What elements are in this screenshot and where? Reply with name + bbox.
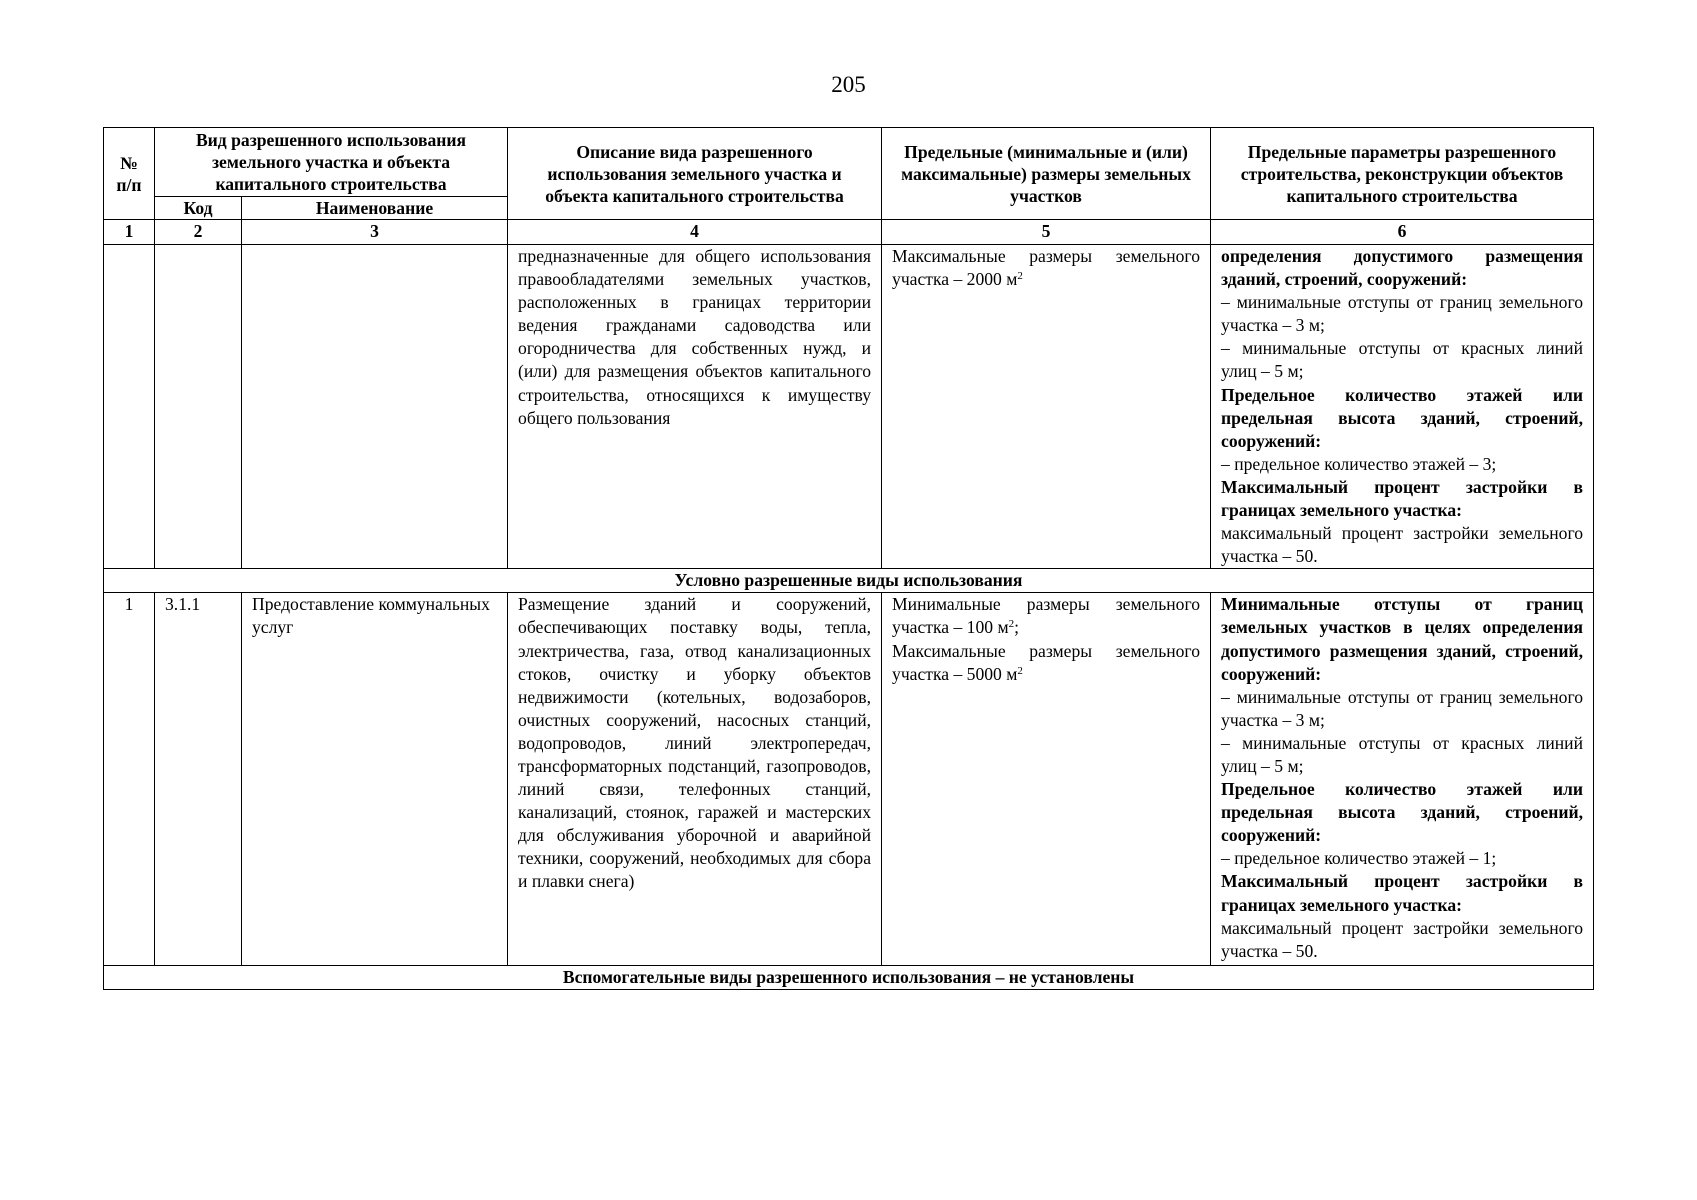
sizes-min-tail: ; (1014, 617, 1019, 638)
column-number: 3 (242, 220, 508, 245)
column-number-row (104, 220, 1594, 245)
sizes-max-sup: 2 (1017, 270, 1023, 283)
sizes-max-sup: 2 (1017, 664, 1023, 677)
params-heading: Минимальные отступы от границ земельных участков в целях определения допустимого размещения зданий, строений, сооружений: (1221, 594, 1584, 684)
header-sizes: Предельные (минимальные и (или) максимальные) размеры земельных участков (882, 128, 1211, 220)
column-number: 4 (508, 220, 882, 245)
cell-params (1211, 245, 1594, 569)
params-heading: Предельное количество этажей или предельная высота зданий, строений, сооружений: (1221, 779, 1584, 846)
land-use-table (103, 127, 1594, 990)
column-number: 1 (104, 220, 155, 245)
sizes-min-text: Минимальные размеры земельного участка – 100 м (892, 594, 1201, 638)
header-description: Описание вида разрешенного использования земельного участка и объекта капитального строительства (508, 128, 882, 220)
header-kod: Код (155, 197, 242, 220)
params-item: – минимальные отступы от границ земельного участка – 3 м; (1221, 686, 1584, 730)
sizes-max-text: Максимальные размеры земельного участка – 2000 м (892, 246, 1201, 290)
sizes-min-sup: 2 (1008, 618, 1015, 631)
params-heading: определения допустимого размещения зданий, строений, сооружений: (1221, 246, 1584, 290)
cell-name (242, 245, 508, 569)
column-number: 2 (155, 220, 242, 245)
params-heading: Максимальный процент застройки в границах земельного участка: (1221, 871, 1584, 915)
params-item: – минимальные отступы от красных линий улиц – 5 м; (1221, 338, 1584, 382)
section-row-conditional (104, 569, 1594, 593)
sizes-max-text: Максимальные размеры земельного участка – 5000 м (892, 640, 1201, 684)
cell-sizes (882, 245, 1211, 569)
cell-no: 1 (104, 593, 155, 966)
params-heading: Максимальный процент застройки в границах земельного участка: (1221, 476, 1584, 521)
header-vid-group: Вид разрешенного использования земельного участка и объекта капитального строительства (155, 128, 508, 197)
table-row-continued (104, 245, 1594, 569)
section-title-conditional: Условно разрешенные виды использования (104, 569, 1594, 593)
cell-name: Предоставление коммунальных услуг (242, 593, 508, 966)
cell-params (1211, 593, 1594, 966)
cell-no (104, 245, 155, 569)
cell-description: предназначенные для общего использования правообладателями земельных участков, расположенных в границах территории ведения гражданами садоводства или огородничества для собственных нужд, и (или) для размещения объектов капитального строительства, относящихся к имуществу общего пользования (508, 245, 882, 569)
cell-sizes (882, 593, 1211, 966)
cell-description: Размещение зданий и сооружений, обеспечивающих поставку воды, тепла, электричества, газа, отвод канализационных стоков, очистку и уборку объектов недвижимости (котельных, водозаборов, очистных сооружений, насосных станций, водопроводов, линий электропередач, трансформаторных подстанций, газопроводов, линий связи, телефонных станций, канализаций, стоянок, гаражей и мастерских для обслуживания уборочной и аварийной техники, сооружений, необходимых для сбора и плавки снега) (508, 593, 882, 966)
params-item: – предельное количество этажей – 1; (1221, 848, 1497, 869)
column-number: 6 (1211, 220, 1594, 245)
header-no: № п/п (104, 128, 155, 220)
header-params: Предельные параметры разрешенного строительства, реконструкции объектов капитального строительства (1211, 128, 1594, 220)
sizes-max (892, 640, 1200, 686)
params-item: – минимальные отступы от красных линий улиц – 5 м; (1221, 732, 1584, 776)
sizes-min (892, 593, 1200, 639)
section-row-auxiliary (104, 966, 1594, 990)
params-heading: Предельное количество этажей или предельная высота зданий, строений, сооружений: (1221, 384, 1584, 451)
params-item: – предельное количество этажей – 3; (1221, 453, 1497, 474)
params-item: – минимальные отступы от границ земельного участка – 3 м; (1221, 292, 1584, 336)
column-number: 5 (882, 220, 1211, 245)
header-naimenovanie: Наименование (242, 197, 508, 220)
cell-kod: 3.1.1 (155, 593, 242, 966)
params-item: максимальный процент застройки земельного участка – 50. (1221, 917, 1584, 961)
header-row (104, 128, 1594, 197)
table-row (104, 593, 1594, 966)
section-title-auxiliary: Вспомогательные виды разрешенного использования – не установлены (104, 966, 1594, 990)
cell-kod (155, 245, 242, 569)
params-item: максимальный процент застройки земельного участка – 50. (1221, 523, 1584, 567)
page-number: 205 (831, 72, 866, 97)
